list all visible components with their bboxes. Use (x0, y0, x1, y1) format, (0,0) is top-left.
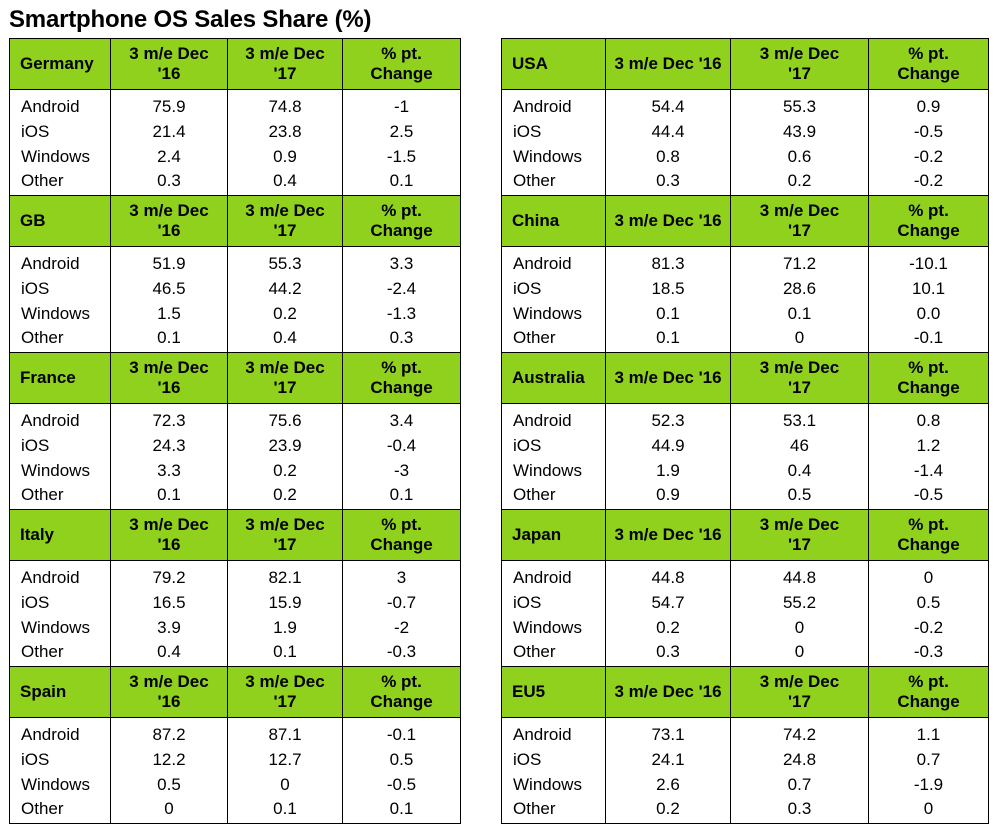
dec17-value-cell: 0.4 (228, 169, 343, 196)
region-name: China (502, 196, 606, 247)
dec17-value-cell: 23.8 (228, 119, 343, 144)
dec16-value-cell: 12.2 (111, 747, 228, 772)
table-row (502, 326, 989, 353)
change-value-cell: -0.2 (869, 144, 989, 169)
change-value-cell: -0.1 (343, 718, 461, 748)
os-name-cell: Other (502, 640, 606, 667)
table-row (502, 90, 989, 120)
region-name: Germany (10, 39, 111, 90)
table-row (502, 590, 989, 615)
change-value-cell: 0.3 (343, 326, 461, 353)
region-name: Japan (502, 510, 606, 561)
region-header-row (10, 196, 461, 247)
table-row (502, 119, 989, 144)
table-row (502, 718, 989, 748)
dec16-value-cell: 0.9 (606, 483, 731, 510)
change-value-cell: 0.5 (869, 590, 989, 615)
change-value-cell: 10.1 (869, 276, 989, 301)
dec16-value-cell: 73.1 (606, 718, 731, 748)
left-sales-table (9, 38, 461, 824)
table-row (10, 615, 461, 640)
dec16-value-cell: 24.3 (111, 433, 228, 458)
change-value-cell: -0.5 (343, 772, 461, 797)
dec17-value-cell: 0.1 (731, 301, 869, 326)
dec17-value-cell: 0.1 (228, 797, 343, 824)
dec17-value-cell: 0.5 (731, 483, 869, 510)
dec17-value-cell: 0.6 (731, 144, 869, 169)
dec17-value-cell: 0.4 (228, 326, 343, 353)
header-dec17: 3 m/e Dec '17 (228, 196, 343, 247)
header-change: % pt. Change (343, 39, 461, 90)
change-value-cell: -2.4 (343, 276, 461, 301)
change-value-cell: -1 (343, 90, 461, 120)
dec16-value-cell: 0.3 (606, 640, 731, 667)
dec16-value-cell: 0.1 (606, 301, 731, 326)
region-header-row (502, 353, 989, 404)
dec17-value-cell: 0.2 (228, 483, 343, 510)
os-name-cell: Windows (10, 301, 111, 326)
dec16-value-cell: 0.5 (111, 772, 228, 797)
change-value-cell: -0.5 (869, 119, 989, 144)
region-name: USA (502, 39, 606, 90)
dec16-value-cell: 0.1 (111, 326, 228, 353)
table-row (10, 326, 461, 353)
dec17-value-cell: 0 (731, 615, 869, 640)
table-row (10, 119, 461, 144)
os-name-cell: iOS (10, 590, 111, 615)
dec16-value-cell: 24.1 (606, 747, 731, 772)
os-name-cell: Android (502, 718, 606, 748)
change-value-cell: 0.9 (869, 90, 989, 120)
table-row (502, 747, 989, 772)
change-value-cell: 2.5 (343, 119, 461, 144)
dec16-value-cell: 0.1 (111, 483, 228, 510)
dec16-value-cell: 44.9 (606, 433, 731, 458)
table-row (10, 144, 461, 169)
table-row (10, 772, 461, 797)
dec17-value-cell: 24.8 (731, 747, 869, 772)
os-name-cell: Other (502, 797, 606, 824)
dec16-value-cell: 16.5 (111, 590, 228, 615)
change-value-cell: -0.3 (343, 640, 461, 667)
header-change: % pt. Change (343, 353, 461, 404)
region-header-row (10, 39, 461, 90)
change-value-cell: 0 (869, 797, 989, 824)
os-name-cell: Windows (502, 772, 606, 797)
dec17-value-cell: 0.2 (731, 169, 869, 196)
table-row (502, 404, 989, 434)
os-name-cell: Windows (10, 615, 111, 640)
os-name-cell: Android (10, 718, 111, 748)
os-name-cell: iOS (10, 119, 111, 144)
dec17-value-cell: 0 (228, 772, 343, 797)
os-name-cell: Windows (10, 458, 111, 483)
table-row (10, 247, 461, 277)
os-name-cell: iOS (502, 590, 606, 615)
dec17-value-cell: 55.3 (228, 247, 343, 277)
region-header-row (502, 667, 989, 718)
header-dec16: 3 m/e Dec '16 (606, 353, 731, 404)
dec17-value-cell: 28.6 (731, 276, 869, 301)
os-name-cell: Android (502, 404, 606, 434)
change-value-cell: 1.1 (869, 718, 989, 748)
dec17-value-cell: 0.3 (731, 797, 869, 824)
table-row (10, 718, 461, 748)
dec16-value-cell: 1.9 (606, 458, 731, 483)
dec17-value-cell: 0.9 (228, 144, 343, 169)
change-value-cell: 0.7 (869, 747, 989, 772)
header-dec16: 3 m/e Dec '16 (606, 39, 731, 90)
table-row (502, 615, 989, 640)
change-value-cell: 0.1 (343, 483, 461, 510)
table-row (10, 301, 461, 326)
header-change: % pt. Change (343, 196, 461, 247)
header-dec16: 3 m/e Dec '16 (111, 39, 228, 90)
region-name: GB (10, 196, 111, 247)
table-row (502, 483, 989, 510)
dec16-value-cell: 21.4 (111, 119, 228, 144)
table-row (10, 590, 461, 615)
change-value-cell: -0.2 (869, 169, 989, 196)
change-value-cell: 1.2 (869, 433, 989, 458)
region-header-row (502, 510, 989, 561)
dec17-value-cell: 0.2 (228, 458, 343, 483)
change-value-cell: 3 (343, 561, 461, 591)
os-name-cell: Android (10, 247, 111, 277)
dec17-value-cell: 15.9 (228, 590, 343, 615)
dec16-value-cell: 0.8 (606, 144, 731, 169)
dec16-value-cell: 44.4 (606, 119, 731, 144)
dec16-value-cell: 0.3 (111, 169, 228, 196)
table-row (502, 561, 989, 591)
header-change: % pt. Change (343, 510, 461, 561)
table-row (10, 169, 461, 196)
dec17-value-cell: 12.7 (228, 747, 343, 772)
os-name-cell: Android (10, 90, 111, 120)
header-change: % pt. Change (869, 667, 989, 718)
table-row (10, 433, 461, 458)
dec17-value-cell: 53.1 (731, 404, 869, 434)
region-name: Spain (10, 667, 111, 718)
dec16-value-cell: 54.4 (606, 90, 731, 120)
os-name-cell: Android (10, 561, 111, 591)
os-name-cell: iOS (502, 747, 606, 772)
header-dec17: 3 m/e Dec '17 (731, 510, 869, 561)
header-dec17: 3 m/e Dec '17 (731, 39, 869, 90)
dec16-value-cell: 79.2 (111, 561, 228, 591)
os-name-cell: Windows (502, 301, 606, 326)
header-dec17: 3 m/e Dec '17 (731, 667, 869, 718)
os-name-cell: Other (502, 483, 606, 510)
table-row (10, 561, 461, 591)
header-change: % pt. Change (869, 353, 989, 404)
table-row (10, 90, 461, 120)
change-value-cell: -0.3 (869, 640, 989, 667)
dec17-value-cell: 1.9 (228, 615, 343, 640)
table-row (502, 169, 989, 196)
os-name-cell: Other (10, 640, 111, 667)
header-dec16: 3 m/e Dec '16 (606, 196, 731, 247)
table-row (502, 301, 989, 326)
header-dec16: 3 m/e Dec '16 (111, 196, 228, 247)
dec17-value-cell: 44.2 (228, 276, 343, 301)
dec17-value-cell: 71.2 (731, 247, 869, 277)
table-row (502, 772, 989, 797)
dec17-value-cell: 82.1 (228, 561, 343, 591)
dec16-value-cell: 87.2 (111, 718, 228, 748)
change-value-cell: 0.8 (869, 404, 989, 434)
change-value-cell: 0.5 (343, 747, 461, 772)
header-dec16: 3 m/e Dec '16 (111, 667, 228, 718)
header-dec17: 3 m/e Dec '17 (228, 510, 343, 561)
table-row (502, 640, 989, 667)
dec16-value-cell: 2.4 (111, 144, 228, 169)
change-value-cell: -0.2 (869, 615, 989, 640)
change-value-cell: -2 (343, 615, 461, 640)
dec16-value-cell: 52.3 (606, 404, 731, 434)
region-name: EU5 (502, 667, 606, 718)
region-header-row (502, 196, 989, 247)
dec17-value-cell: 0 (731, 326, 869, 353)
dec17-value-cell: 55.3 (731, 90, 869, 120)
dec16-value-cell: 3.9 (111, 615, 228, 640)
os-name-cell: Windows (502, 615, 606, 640)
header-change: % pt. Change (869, 39, 989, 90)
dec16-value-cell: 51.9 (111, 247, 228, 277)
region-header-row (502, 39, 989, 90)
os-name-cell: iOS (10, 276, 111, 301)
table-row (10, 276, 461, 301)
os-name-cell: iOS (502, 119, 606, 144)
page-title: Smartphone OS Sales Share (%) (9, 6, 372, 33)
os-name-cell: Other (10, 326, 111, 353)
os-name-cell: Windows (10, 772, 111, 797)
dec17-value-cell: 0.4 (731, 458, 869, 483)
change-value-cell: -0.1 (869, 326, 989, 353)
header-dec17: 3 m/e Dec '17 (228, 39, 343, 90)
dec16-value-cell: 0 (111, 797, 228, 824)
dec16-value-cell: 0.1 (606, 326, 731, 353)
dec17-value-cell: 0.1 (228, 640, 343, 667)
os-name-cell: iOS (502, 433, 606, 458)
os-name-cell: Android (502, 247, 606, 277)
os-name-cell: Android (502, 561, 606, 591)
dec16-value-cell: 18.5 (606, 276, 731, 301)
change-value-cell: -1.4 (869, 458, 989, 483)
os-name-cell: iOS (10, 747, 111, 772)
table-row (502, 797, 989, 824)
dec17-value-cell: 0.7 (731, 772, 869, 797)
header-dec17: 3 m/e Dec '17 (731, 196, 869, 247)
header-change: % pt. Change (869, 196, 989, 247)
header-dec16: 3 m/e Dec '16 (606, 667, 731, 718)
dec16-value-cell: 0.2 (606, 797, 731, 824)
os-name-cell: Other (502, 169, 606, 196)
change-value-cell: -0.4 (343, 433, 461, 458)
change-value-cell: 0.1 (343, 169, 461, 196)
table-row (10, 404, 461, 434)
region-name: France (10, 353, 111, 404)
right-sales-table (501, 38, 989, 824)
dec16-value-cell: 3.3 (111, 458, 228, 483)
dec17-value-cell: 75.6 (228, 404, 343, 434)
dec16-value-cell: 2.6 (606, 772, 731, 797)
region-name: Italy (10, 510, 111, 561)
dec16-value-cell: 54.7 (606, 590, 731, 615)
os-name-cell: Other (10, 797, 111, 824)
header-change: % pt. Change (343, 667, 461, 718)
dec17-value-cell: 74.8 (228, 90, 343, 120)
table-row (502, 433, 989, 458)
table-row (10, 797, 461, 824)
header-dec16: 3 m/e Dec '16 (111, 510, 228, 561)
dec17-value-cell: 0 (731, 640, 869, 667)
os-name-cell: Android (10, 404, 111, 434)
region-name: Australia (502, 353, 606, 404)
os-name-cell: iOS (502, 276, 606, 301)
os-name-cell: Android (502, 90, 606, 120)
header-dec16: 3 m/e Dec '16 (111, 353, 228, 404)
header-dec16: 3 m/e Dec '16 (606, 510, 731, 561)
os-name-cell: Windows (10, 144, 111, 169)
region-header-row (10, 510, 461, 561)
header-dec17: 3 m/e Dec '17 (228, 353, 343, 404)
dec16-value-cell: 1.5 (111, 301, 228, 326)
table-row (10, 458, 461, 483)
os-name-cell: Windows (502, 144, 606, 169)
dec17-value-cell: 44.8 (731, 561, 869, 591)
dec17-value-cell: 87.1 (228, 718, 343, 748)
dec16-value-cell: 0.3 (606, 169, 731, 196)
table-row (10, 747, 461, 772)
region-header-row (10, 667, 461, 718)
dec16-value-cell: 0.4 (111, 640, 228, 667)
change-value-cell: -0.7 (343, 590, 461, 615)
os-name-cell: iOS (10, 433, 111, 458)
table-row (502, 458, 989, 483)
os-name-cell: Other (10, 169, 111, 196)
header-dec17: 3 m/e Dec '17 (731, 353, 869, 404)
dec16-value-cell: 81.3 (606, 247, 731, 277)
table-row (10, 640, 461, 667)
table-row (502, 144, 989, 169)
dec17-value-cell: 55.2 (731, 590, 869, 615)
dec16-value-cell: 75.9 (111, 90, 228, 120)
header-dec17: 3 m/e Dec '17 (228, 667, 343, 718)
table-row (10, 483, 461, 510)
table-row (502, 247, 989, 277)
os-name-cell: Other (502, 326, 606, 353)
change-value-cell: 3.3 (343, 247, 461, 277)
os-name-cell: Other (10, 483, 111, 510)
change-value-cell: 3.4 (343, 404, 461, 434)
dec17-value-cell: 43.9 (731, 119, 869, 144)
dec17-value-cell: 74.2 (731, 718, 869, 748)
change-value-cell: -10.1 (869, 247, 989, 277)
header-change: % pt. Change (869, 510, 989, 561)
change-value-cell: -1.5 (343, 144, 461, 169)
dec17-value-cell: 23.9 (228, 433, 343, 458)
change-value-cell: 0 (869, 561, 989, 591)
dec16-value-cell: 46.5 (111, 276, 228, 301)
dec16-value-cell: 72.3 (111, 404, 228, 434)
dec17-value-cell: 46 (731, 433, 869, 458)
dec16-value-cell: 44.8 (606, 561, 731, 591)
dec17-value-cell: 0.2 (228, 301, 343, 326)
os-name-cell: Windows (502, 458, 606, 483)
change-value-cell: -3 (343, 458, 461, 483)
change-value-cell: -1.3 (343, 301, 461, 326)
change-value-cell: -1.9 (869, 772, 989, 797)
table-row (502, 276, 989, 301)
dec16-value-cell: 0.2 (606, 615, 731, 640)
change-value-cell: 0.0 (869, 301, 989, 326)
change-value-cell: -0.5 (869, 483, 989, 510)
change-value-cell: 0.1 (343, 797, 461, 824)
region-header-row (10, 353, 461, 404)
